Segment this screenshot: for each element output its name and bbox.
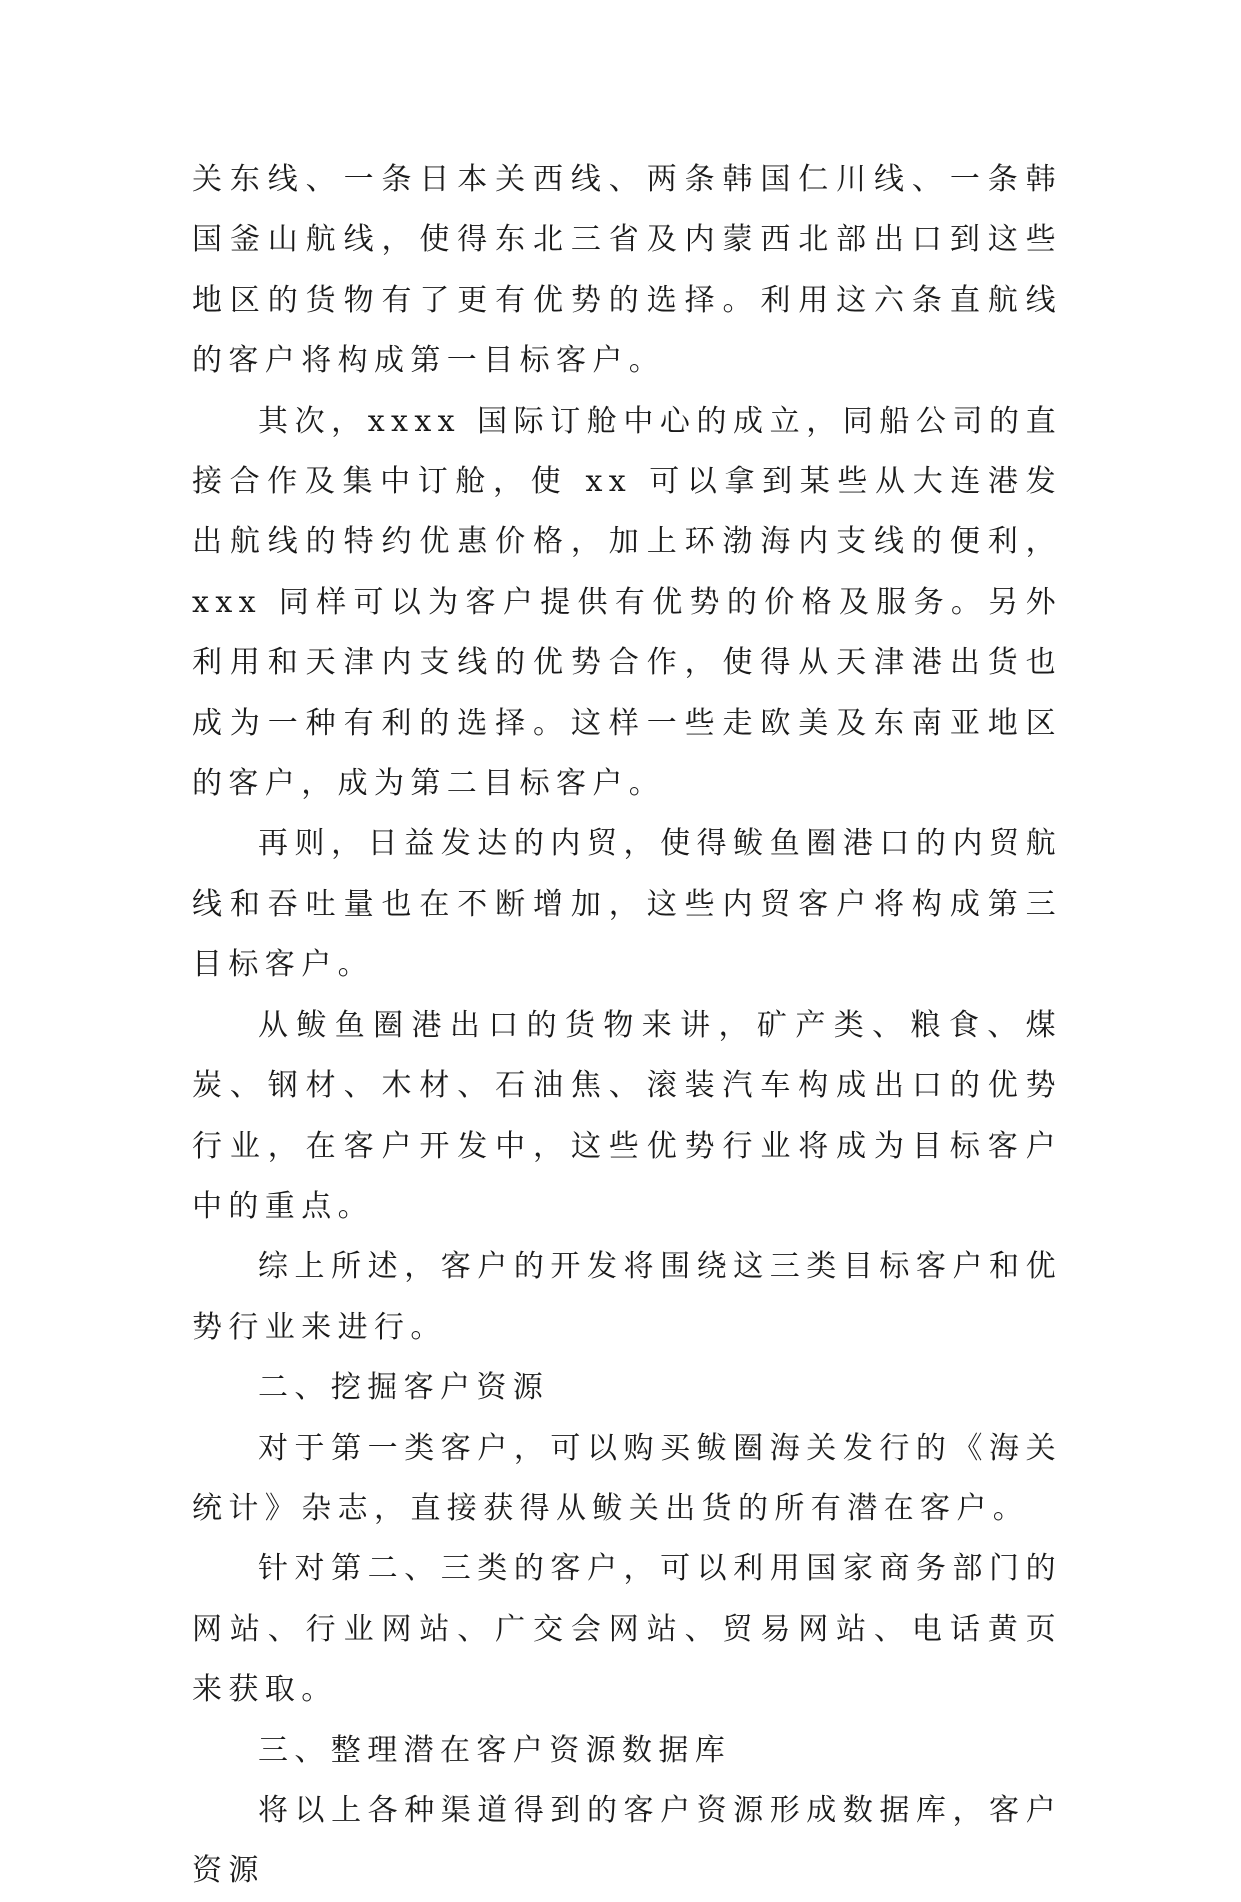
- section-heading-2: 二、挖掘客户资源: [258, 1370, 550, 1406]
- paragraph-1: 关东线、一条日本关西线、两条韩国仁川线、一条韩国釜山航线，使得东北三省及内蒙西北部出口到这些地区的货物有了更有优势的选择。利用这六条直航线的客户将构成第一目标客户。: [192, 162, 1062, 379]
- paragraph-5: 综上所述，客户的开发将围绕这三类目标客户和优势行业来进行。: [192, 1249, 1062, 1345]
- paragraph-4: 从鲅鱼圈港出口的货物来讲，矿产类、粮食、煤炭、钢材、木材、石油焦、滚装汽车构成出口的优势行业，在客户开发中，这些优势行业将成为目标客户中的重点。: [192, 1007, 1062, 1224]
- paragraph-8: 将以上各种渠道得到的客户资源形成数据库，客户资源: [192, 1792, 1062, 1889]
- document-body: [192, 150, 1062, 1902]
- paragraph-3: 再则，日益发达的内贸，使得鲅鱼圈港口的内贸航线和吞吐量也在不断增加，这些内贸客户将构成第三目标客户。: [192, 826, 1062, 983]
- paragraph-2: 其次，xxxx 国际订舱中心的成立，同船公司的直接合作及集中订舱，使 xx 可以拿到某些从大连港发出航线的特约优惠价格，加上环渤海内支线的便利，xxx 同样可以为客户提供有优势的价格及服务。另外利用和天津内支线的优势合作，使得从天津港出货也成为一种有利的选择。这样一些走欧美及东南亚地区的客户，成为第二目标客户。: [192, 403, 1062, 802]
- section-heading-3: 三、整理潜在客户资源数据库: [258, 1732, 732, 1768]
- paragraph-7: 针对第二、三类的客户，可以利用国家商务部门的网站、行业网站、广交会网站、贸易网站、电话黄页来获取。: [192, 1551, 1062, 1708]
- paragraph-6: 对于第一类客户，可以购买鲅圈海关发行的《海关统计》杂志，直接获得从鲅关出货的所有潜在客户。: [192, 1430, 1062, 1526]
